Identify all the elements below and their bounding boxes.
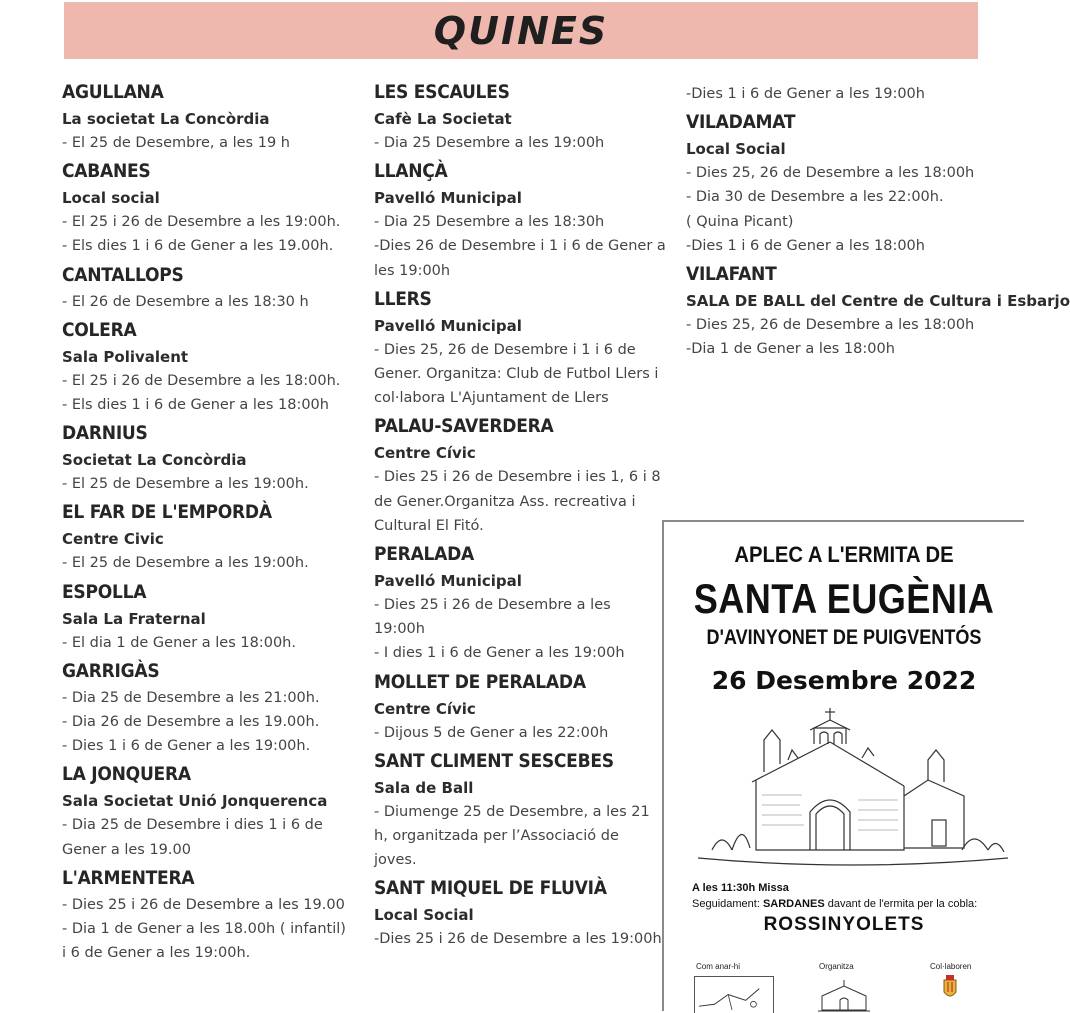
- event-entry: [62, 659, 352, 759]
- event-entry: [374, 414, 666, 538]
- schedule-line: - I dies 1 i 6 de Gener a les 19:00h: [374, 645, 625, 662]
- schedule-line: - Dia 25 Desembre a les 18:30h: [374, 214, 605, 231]
- town-name: GARRIGÀS: [62, 659, 160, 682]
- event-entry: [62, 318, 352, 417]
- schedule-line: - Dies 1 i 6 de Gener a les 19:00h.: [62, 738, 311, 755]
- town-name: L'ARMENTERA: [62, 866, 195, 889]
- town-name: LES ESCAULES: [374, 81, 510, 103]
- town-name: VILADAMAT: [686, 111, 796, 134]
- schedule-line: -Dia 1 de Gener a les 18:00h: [686, 341, 895, 358]
- poster-line-3: D'AVINYONET DE PUIGVENTÓS: [706, 626, 982, 649]
- event-entry: [62, 80, 352, 155]
- schedule-line: - Dies 25 i 26 de Desembre a les 19:00h: [374, 597, 611, 638]
- venue-name: Societat La Concòrdia: [62, 451, 247, 470]
- event-entry: [374, 876, 666, 951]
- schedule-line: - Dies 25 i 26 de Desembre i ies 1, 6 i 8 de Gener.Organitza Ass. recreativa i Cultural El Fitó.: [374, 469, 661, 534]
- column-2: [374, 76, 666, 956]
- venue-name: Local Social: [686, 140, 786, 159]
- schedule-line: - Dia 25 Desembre a les 19:00h: [374, 135, 605, 151]
- town-name: PERALADA: [374, 543, 475, 566]
- event-entry: [374, 749, 666, 873]
- schedule-line: -Dies 26 de Desembre i 1 i 6 de Gener a les 19:00h: [374, 238, 666, 279]
- poster-missa: A les 11:30h Missa: [692, 882, 789, 894]
- poster-date: 26 Desembre 2022: [711, 666, 977, 695]
- event-entry: [374, 287, 666, 411]
- schedule-line: - El 25 de Desembre a les 19:00h.: [62, 476, 309, 493]
- event-entry: [374, 542, 666, 666]
- schedule-line: - El 25 de Desembre a les 19:00h.: [62, 555, 309, 572]
- event-entry: [686, 110, 986, 258]
- town-name: EL FAR DE L'EMPORDÀ: [62, 501, 272, 524]
- town-name: PALAU-SAVERDERA: [374, 415, 554, 438]
- schedule-line: ( Quina Picant): [686, 213, 794, 230]
- aplec-poster: [662, 520, 1024, 1011]
- town-name: VILAFANT: [686, 263, 777, 286]
- schedule-line: - Dies 25, 26 de Desembre a les 18:00h: [686, 317, 975, 334]
- event-entry: [62, 866, 352, 966]
- schedule-line: - El 26 de Desembre a les 18:30 h: [62, 293, 309, 310]
- schedule-line: -Dies 1 i 6 de Gener a les 19:00h: [686, 86, 925, 102]
- label-collaborators: Col·laboren: [930, 962, 972, 971]
- schedule-line: - El dia 1 de Gener a les 18:00h.: [62, 634, 296, 651]
- venue-name: Pavelló Municipal: [374, 316, 522, 335]
- venue-name: Cafè La Societat: [374, 110, 512, 128]
- schedule-line: - Dia 25 de Desembre a les 21:00h.: [62, 689, 320, 706]
- event-entry: [62, 580, 352, 655]
- schedule-line: - Dia 26 de Desembre a les 19.00h.: [62, 714, 320, 731]
- venue-name: SALA DE BALL del Centre de Cultura i Esbarjo: [686, 292, 1070, 311]
- event-entry: [62, 500, 352, 575]
- event-entry: [62, 421, 352, 496]
- event-entry: [62, 263, 352, 314]
- schedule-line: - El 25 i 26 de Desembre a les 19:00h.: [62, 214, 341, 231]
- schedule-line: - El 25 de Desembre, a les 19 h: [62, 135, 290, 151]
- column-3: [686, 82, 1070, 365]
- poster-sardanes: [692, 898, 977, 910]
- venue-name: Sala de Ball: [374, 778, 474, 797]
- label-organizer: Organitza: [819, 962, 854, 971]
- schedule-line: - Dies 25 i 26 de Desembre a les 19.00: [62, 896, 345, 913]
- town-name: AGULLANA: [62, 81, 164, 103]
- sardanes-prefix: Seguidament:: [692, 898, 763, 910]
- schedule-line: - Dia 25 de Desembre i dies 1 i 6 de Gener a les 19.00: [62, 817, 323, 858]
- event-entry: [374, 159, 666, 283]
- schedule-line: -Dies 25 i 26 de Desembre a les 19:00h: [374, 931, 662, 948]
- town-name: CANTALLOPS: [62, 263, 184, 286]
- schedule-line: - Els dies 1 i 6 de Gener a les 19.00h.: [62, 238, 334, 255]
- town-name: COLERA: [62, 318, 137, 341]
- schedule-line: - Dijous 5 de Gener a les 22:00h: [374, 724, 609, 741]
- venue-name: Local social: [62, 189, 160, 208]
- poster-line-1: APLEC A L'ERMITA DE: [734, 542, 954, 567]
- organizer-logo-icon: [814, 978, 874, 1013]
- municipal-shield-icon: [940, 974, 960, 1004]
- venue-name: Centre Civic: [62, 530, 164, 549]
- venue-name: Centre Cívic: [374, 699, 476, 718]
- venue-name: La societat La Concòrdia: [62, 110, 270, 128]
- venue-name: Sala Societat Unió Jonquerenca: [62, 792, 328, 811]
- map-icon: [694, 976, 774, 1013]
- sardanes-bold: SARDANES: [762, 898, 825, 910]
- schedule-line: - Dies 25, 26 de Desembre i 1 i 6 de Gener. Organitza: Club de Futbol Llers i col·labora L'Ajuntament de Llers: [374, 341, 659, 407]
- schedule-line: - Els dies 1 i 6 de Gener a les 18:00h: [62, 397, 329, 414]
- town-name: SANT MIQUEL DE FLUVIÀ: [374, 877, 607, 900]
- venue-name: Local Social: [374, 906, 474, 925]
- page-title: QUINES: [433, 8, 609, 53]
- event-entry: [686, 262, 1070, 361]
- event-entry: [62, 159, 352, 258]
- schedule-line: - Diumenge 25 de Desembre, a les 21 h, organitzada per l’Associació de joves.: [374, 803, 650, 869]
- event-entry: [374, 670, 666, 745]
- poster-title: SANTA EUGÈNIA: [693, 575, 995, 622]
- town-name: MOLLET DE PERALADA: [374, 670, 586, 693]
- town-name: SANT CLIMENT SESCEBES: [374, 749, 614, 772]
- town-name: ESPOLLA: [62, 580, 147, 603]
- town-name: LLERS: [374, 287, 432, 310]
- venue-name: Centre Cívic: [374, 444, 476, 463]
- poster-cobla: ROSSINYOLETS: [763, 914, 925, 935]
- event-entry: [62, 762, 352, 861]
- sardanes-rest: davant de l'ermita per la cobla:: [824, 898, 978, 910]
- town-name: LA JONQUERA: [62, 763, 191, 786]
- schedule-line: - Dia 1 de Gener a les 18.00h ( infantil) i 6 de Gener a les 19:00h.: [62, 921, 346, 962]
- schedule-line: -Dies 1 i 6 de Gener a les 18:00h: [686, 237, 925, 254]
- label-directions: Com anar-hi: [696, 962, 741, 971]
- event-entry: [374, 80, 666, 155]
- schedule-line: - Dies 25, 26 de Desembre a les 18:00h: [686, 165, 975, 182]
- town-name: DARNIUS: [62, 422, 148, 445]
- venue-name: Sala Polivalent: [62, 347, 189, 366]
- title-banner: [64, 2, 978, 59]
- venue-name: Pavelló Municipal: [374, 189, 522, 208]
- venue-name: Sala La Fraternal: [62, 609, 206, 628]
- schedule-line: - Dia 30 de Desembre a les 22:00h.: [686, 189, 944, 206]
- town-name: CABANES: [62, 160, 151, 183]
- town-name: LLANÇÀ: [374, 160, 448, 183]
- venue-name: Pavelló Municipal: [374, 572, 522, 591]
- hermitage-drawing-icon: [692, 700, 1012, 872]
- schedule-line: - El 25 i 26 de Desembre a les 18:00h.: [62, 372, 341, 389]
- event-entry: [686, 82, 986, 106]
- column-1: [62, 76, 352, 969]
